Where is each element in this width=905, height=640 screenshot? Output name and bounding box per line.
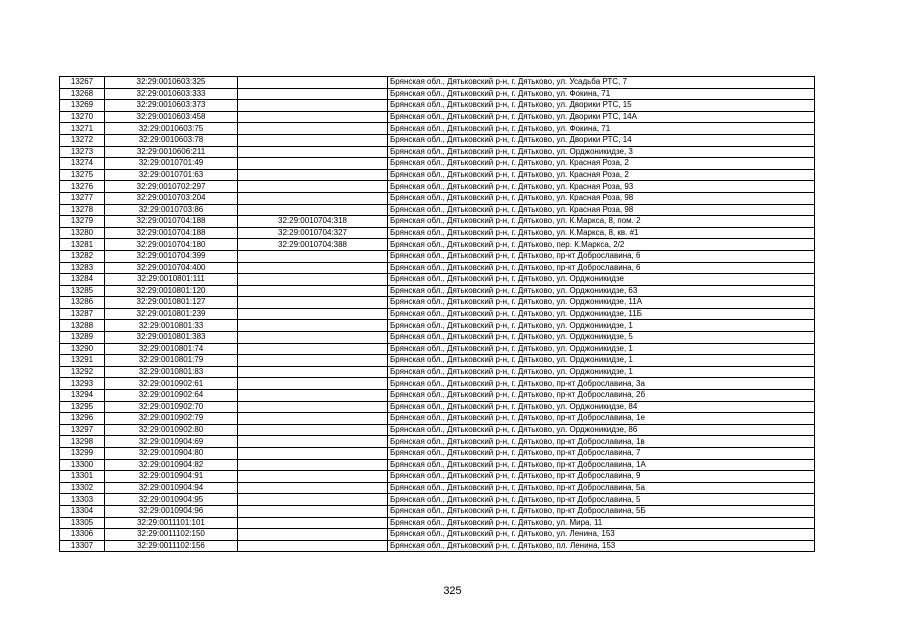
cadastral-number-cell: 32:29:0010801:239 xyxy=(105,308,238,320)
row-number-cell: 13293 xyxy=(60,378,105,390)
cadastral-number-cell: 32:29:0010904:80 xyxy=(105,448,238,460)
cadastral-number-cell: 32:29:0010704:188 xyxy=(105,227,238,239)
row-number-cell: 13287 xyxy=(60,308,105,320)
table-row xyxy=(60,123,815,135)
linked-cadastral-number-cell xyxy=(238,158,388,170)
row-number-cell: 13273 xyxy=(60,146,105,158)
row-number-cell: 13279 xyxy=(60,216,105,228)
table-row xyxy=(60,355,815,367)
row-number-cell: 13274 xyxy=(60,158,105,170)
linked-cadastral-number-cell: 32:29:0010704:388 xyxy=(238,239,388,251)
row-number-cell: 13277 xyxy=(60,192,105,204)
cadastral-number-cell: 32:29:0010603:333 xyxy=(105,88,238,100)
table-row xyxy=(60,134,815,146)
row-number-cell: 13304 xyxy=(60,505,105,517)
linked-cadastral-number-cell xyxy=(238,100,388,112)
address-cell: Брянская обл., Дятьковский р-н, г. Дятьково, пр-кт Доброславина, 9 xyxy=(388,471,815,483)
table-row xyxy=(60,529,815,541)
address-cell: Брянская обл., Дятьковский р-н, г. Дятьково, ул. Орджоникидзе, 84 xyxy=(388,401,815,413)
cadastral-number-cell: 32:29:0010801:383 xyxy=(105,332,238,344)
linked-cadastral-number-cell xyxy=(238,297,388,309)
table-row xyxy=(60,459,815,471)
address-cell: Брянская обл., Дятьковский р-н, г. Дятьково, ул. Красная Роза, 98 xyxy=(388,192,815,204)
linked-cadastral-number-cell xyxy=(238,77,388,89)
address-cell: Брянская обл., Дятьковский р-н, г. Дятьково, ул. Орджоникидзе, 1 xyxy=(388,343,815,355)
row-number-cell: 13278 xyxy=(60,204,105,216)
table-row xyxy=(60,158,815,170)
address-cell: Брянская обл., Дятьковский р-н, г. Дятьково, пр-кт Доброславина, 1в xyxy=(388,436,815,448)
cadastral-number-cell: 32:29:0010606:211 xyxy=(105,146,238,158)
linked-cadastral-number-cell xyxy=(238,378,388,390)
linked-cadastral-number-cell: 32:29:0010704:318 xyxy=(238,216,388,228)
address-cell: Брянская обл., Дятьковский р-н, г. Дятьково, пр-кт Доброславина, 6 xyxy=(388,262,815,274)
table-row xyxy=(60,111,815,123)
cadastral-number-cell: 32:29:0010904:96 xyxy=(105,505,238,517)
address-cell: Брянская обл., Дятьковский р-н, г. Дятьково, ул. Орджоникидзе, 86 xyxy=(388,424,815,436)
row-number-cell: 13280 xyxy=(60,227,105,239)
address-cell: Брянская обл., Дятьковский р-н, г. Дятьково, ул. Дворики РТС, 14 xyxy=(388,134,815,146)
cadastral-number-cell: 32:29:0010703:86 xyxy=(105,204,238,216)
address-cell: Брянская обл., Дятьковский р-н, г. Дятьково, ул. Мира, 11 xyxy=(388,517,815,529)
cadastral-number-cell: 32:29:0010801:74 xyxy=(105,343,238,355)
table-row xyxy=(60,332,815,344)
table-row xyxy=(60,424,815,436)
linked-cadastral-number-cell xyxy=(238,343,388,355)
linked-cadastral-number-cell xyxy=(238,88,388,100)
linked-cadastral-number-cell xyxy=(238,482,388,494)
cadastral-number-cell: 32:29:0010801:83 xyxy=(105,366,238,378)
table-row xyxy=(60,482,815,494)
cadastral-number-cell: 32:29:0010704:188 xyxy=(105,216,238,228)
linked-cadastral-number-cell xyxy=(238,320,388,332)
cadastral-number-cell: 32:29:0010704:400 xyxy=(105,262,238,274)
cadastral-number-cell: 32:29:0010904:69 xyxy=(105,436,238,448)
linked-cadastral-number-cell xyxy=(238,505,388,517)
linked-cadastral-number-cell xyxy=(238,332,388,344)
linked-cadastral-number-cell xyxy=(238,401,388,413)
row-number-cell: 13296 xyxy=(60,413,105,425)
linked-cadastral-number-cell xyxy=(238,250,388,262)
row-number-cell: 13291 xyxy=(60,355,105,367)
row-number-cell: 13299 xyxy=(60,448,105,460)
table-row xyxy=(60,320,815,332)
cadastral-number-cell: 32:29:0011101:101 xyxy=(105,517,238,529)
cadastral-number-cell: 32:29:0010904:94 xyxy=(105,482,238,494)
table-row xyxy=(60,274,815,286)
address-cell: Брянская обл., Дятьковский р-н, г. Дятьково, пер. К.Маркса, 2/2 xyxy=(388,239,815,251)
address-cell: Брянская обл., Дятьковский р-н, г. Дятьково, пр-кт Доброславина, 5 xyxy=(388,494,815,506)
row-number-cell: 13298 xyxy=(60,436,105,448)
row-number-cell: 13297 xyxy=(60,424,105,436)
cadastral-number-cell: 32:29:0010801:79 xyxy=(105,355,238,367)
cadastral-number-cell: 32:29:0010703:204 xyxy=(105,192,238,204)
linked-cadastral-number-cell xyxy=(238,390,388,402)
linked-cadastral-number-cell: 32:29:0010704:327 xyxy=(238,227,388,239)
address-cell: Брянская обл., Дятьковский р-н, г. Дятьково, ул. Орджоникидзе, 63 xyxy=(388,285,815,297)
cadastral-number-cell: 32:29:0010801:33 xyxy=(105,320,238,332)
address-cell: Брянская обл., Дятьковский р-н, г. Дятьково, ул. Красная Роза, 98 xyxy=(388,204,815,216)
cadastral-number-cell: 32:29:0010904:82 xyxy=(105,459,238,471)
row-number-cell: 13284 xyxy=(60,274,105,286)
cadastral-number-cell: 32:29:0010904:91 xyxy=(105,471,238,483)
address-cell: Брянская обл., Дятьковский р-н, г. Дятьково, ул. Дворики РТС, 15 xyxy=(388,100,815,112)
cadastral-number-cell: 32:29:0010603:458 xyxy=(105,111,238,123)
address-cell: Брянская обл., Дятьковский р-н, г. Дятьково, ул. Ленина, 153 xyxy=(388,529,815,541)
row-number-cell: 13295 xyxy=(60,401,105,413)
address-cell: Брянская обл., Дятьковский р-н, г. Дятьково, ул. Красная Роза, 2 xyxy=(388,169,815,181)
row-number-cell: 13268 xyxy=(60,88,105,100)
row-number-cell: 13303 xyxy=(60,494,105,506)
table-row xyxy=(60,517,815,529)
row-number-cell: 13283 xyxy=(60,262,105,274)
linked-cadastral-number-cell xyxy=(238,529,388,541)
address-cell: Брянская обл., Дятьковский р-н, г. Дятьково, пр-кт Доброславина, 6 xyxy=(388,250,815,262)
row-number-cell: 13285 xyxy=(60,285,105,297)
page-number: 325 xyxy=(443,585,462,597)
linked-cadastral-number-cell xyxy=(238,517,388,529)
row-number-cell: 13305 xyxy=(60,517,105,529)
row-number-cell: 13276 xyxy=(60,181,105,193)
address-cell: Брянская обл., Дятьковский р-н, г. Дятьково, ул. Фокина, 71 xyxy=(388,123,815,135)
table-row xyxy=(60,448,815,460)
linked-cadastral-number-cell xyxy=(238,413,388,425)
cadastral-number-cell: 32:29:0010603:373 xyxy=(105,100,238,112)
cadastral-number-cell: 32:29:0010603:78 xyxy=(105,134,238,146)
linked-cadastral-number-cell xyxy=(238,308,388,320)
row-number-cell: 13302 xyxy=(60,482,105,494)
table-row xyxy=(60,436,815,448)
table-row xyxy=(60,297,815,309)
table-body xyxy=(60,77,815,552)
table-row xyxy=(60,366,815,378)
address-cell: Брянская обл., Дятьковский р-н, г. Дятьково, ул. Орджоникидзе xyxy=(388,274,815,286)
row-number-cell: 13288 xyxy=(60,320,105,332)
row-number-cell: 13300 xyxy=(60,459,105,471)
row-number-cell: 13307 xyxy=(60,540,105,552)
cadastral-number-cell: 32:29:0010701:63 xyxy=(105,169,238,181)
table-row xyxy=(60,192,815,204)
row-number-cell: 13289 xyxy=(60,332,105,344)
cadastral-number-cell: 32:29:0010902:79 xyxy=(105,413,238,425)
address-cell: Брянская обл., Дятьковский р-н, г. Дятьково, ул. Орджоникидзе, 1 xyxy=(388,320,815,332)
address-cell: Брянская обл., Дятьковский р-н, г. Дятьково, ул. Красная Роза, 2 xyxy=(388,158,815,170)
cadastral-number-cell: 32:29:0010801:120 xyxy=(105,285,238,297)
table-row xyxy=(60,216,815,228)
row-number-cell: 13306 xyxy=(60,529,105,541)
cadastral-number-cell: 32:29:0010702:297 xyxy=(105,181,238,193)
row-number-cell: 13281 xyxy=(60,239,105,251)
table-row xyxy=(60,146,815,158)
address-cell: Брянская обл., Дятьковский р-н, г. Дятьково, пр-кт Доброславина, 7 xyxy=(388,448,815,460)
linked-cadastral-number-cell xyxy=(238,448,388,460)
linked-cadastral-number-cell xyxy=(238,355,388,367)
table-row xyxy=(60,285,815,297)
linked-cadastral-number-cell xyxy=(238,204,388,216)
row-number-cell: 13275 xyxy=(60,169,105,181)
cadastral-number-cell: 32:29:0010603:75 xyxy=(105,123,238,135)
address-cell: Брянская обл., Дятьковский р-н, г. Дятьково, пр-кт Доброславина, 5Б xyxy=(388,505,815,517)
address-cell: Брянская обл., Дятьковский р-н, г. Дятьково, ул. Усадьба РТС, 7 xyxy=(388,77,815,89)
cadastral-number-cell: 32:29:0010902:80 xyxy=(105,424,238,436)
table-row xyxy=(60,227,815,239)
table-row xyxy=(60,494,815,506)
row-number-cell: 13292 xyxy=(60,366,105,378)
linked-cadastral-number-cell xyxy=(238,494,388,506)
cadastral-number-cell: 32:29:0010902:70 xyxy=(105,401,238,413)
linked-cadastral-number-cell xyxy=(238,146,388,158)
address-cell: Брянская обл., Дятьковский р-н, г. Дятьково, ул. Дворики РТС, 14А xyxy=(388,111,815,123)
linked-cadastral-number-cell xyxy=(238,134,388,146)
table-row xyxy=(60,390,815,402)
linked-cadastral-number-cell xyxy=(238,471,388,483)
address-cell: Брянская обл., Дятьковский р-н, г. Дятьково, пр-кт Доброславина, 5а xyxy=(388,482,815,494)
cadastral-number-cell: 32:29:0010801:111 xyxy=(105,274,238,286)
address-cell: Брянская обл., Дятьковский р-н, г. Дятьково, пр-кт Доброславина, 2б xyxy=(388,390,815,402)
address-cell: Брянская обл., Дятьковский р-н, г. Дятьково, ул. Фокина, 71 xyxy=(388,88,815,100)
table-row xyxy=(60,77,815,89)
linked-cadastral-number-cell xyxy=(238,436,388,448)
table-row xyxy=(60,505,815,517)
cadastral-number-cell: 32:29:0010902:64 xyxy=(105,390,238,402)
table-row xyxy=(60,262,815,274)
table-row xyxy=(60,169,815,181)
address-cell: Брянская обл., Дятьковский р-н, г. Дятьково, ул. Орджоникидзе, 11А xyxy=(388,297,815,309)
row-number-cell: 13272 xyxy=(60,134,105,146)
cadastral-number-cell: 32:29:0010904:95 xyxy=(105,494,238,506)
cadastral-table xyxy=(59,76,815,552)
table-row xyxy=(60,308,815,320)
cadastral-number-cell: 32:29:0010704:180 xyxy=(105,239,238,251)
cadastral-number-cell: 32:29:0010902:61 xyxy=(105,378,238,390)
cadastral-number-cell: 32:29:0010701:49 xyxy=(105,158,238,170)
table-row xyxy=(60,100,815,112)
linked-cadastral-number-cell xyxy=(238,262,388,274)
row-number-cell: 13269 xyxy=(60,100,105,112)
table-row xyxy=(60,250,815,262)
row-number-cell: 13286 xyxy=(60,297,105,309)
linked-cadastral-number-cell xyxy=(238,169,388,181)
cadastral-number-cell: 32:29:0011102:156 xyxy=(105,540,238,552)
row-number-cell: 13267 xyxy=(60,77,105,89)
cadastral-number-cell: 32:29:0010801:127 xyxy=(105,297,238,309)
row-number-cell: 13294 xyxy=(60,390,105,402)
cadastral-number-cell: 32:29:0010704:399 xyxy=(105,250,238,262)
linked-cadastral-number-cell xyxy=(238,111,388,123)
table-row xyxy=(60,471,815,483)
linked-cadastral-number-cell xyxy=(238,181,388,193)
address-cell: Брянская обл., Дятьковский р-н, г. Дятьково, ул. Орджоникидзе, 3 xyxy=(388,146,815,158)
row-number-cell: 13290 xyxy=(60,343,105,355)
address-cell: Брянская обл., Дятьковский р-н, г. Дятьково, ул. Орджоникидзе, 1 xyxy=(388,355,815,367)
address-cell: Брянская обл., Дятьковский р-н, г. Дятьково, ул. Орджоникидзе, 11Б xyxy=(388,308,815,320)
linked-cadastral-number-cell xyxy=(238,424,388,436)
linked-cadastral-number-cell xyxy=(238,274,388,286)
table-row xyxy=(60,378,815,390)
table-row xyxy=(60,401,815,413)
cadastral-number-cell: 32:29:0010603:325 xyxy=(105,77,238,89)
cadastral-number-cell: 32:29:0011102:150 xyxy=(105,529,238,541)
table-row xyxy=(60,204,815,216)
linked-cadastral-number-cell xyxy=(238,192,388,204)
address-cell: Брянская обл., Дятьковский р-н, г. Дятьково, пр-кт Доброславина, 3а xyxy=(388,378,815,390)
linked-cadastral-number-cell xyxy=(238,540,388,552)
linked-cadastral-number-cell xyxy=(238,459,388,471)
address-cell: Брянская обл., Дятьковский р-н, г. Дятьково, пр-кт Доброславина, 1е xyxy=(388,413,815,425)
row-number-cell: 13271 xyxy=(60,123,105,135)
table-row xyxy=(60,239,815,251)
linked-cadastral-number-cell xyxy=(238,285,388,297)
address-cell: Брянская обл., Дятьковский р-н, г. Дятьково, пр-кт Доброславина, 1А xyxy=(388,459,815,471)
address-cell: Брянская обл., Дятьковский р-н, г. Дятьково, ул. К.Маркса, 8, пом. 2 xyxy=(388,216,815,228)
table-row xyxy=(60,343,815,355)
linked-cadastral-number-cell xyxy=(238,123,388,135)
row-number-cell: 13301 xyxy=(60,471,105,483)
row-number-cell: 13270 xyxy=(60,111,105,123)
linked-cadastral-number-cell xyxy=(238,366,388,378)
table-row xyxy=(60,181,815,193)
address-cell: Брянская обл., Дятьковский р-н, г. Дятьково, ул. Орджоникидзе, 5 xyxy=(388,332,815,344)
table-row xyxy=(60,413,815,425)
table-row xyxy=(60,88,815,100)
address-cell: Брянская обл., Дятьковский р-н, г. Дятьково, пл. Ленина, 153 xyxy=(388,540,815,552)
table-row xyxy=(60,540,815,552)
row-number-cell: 13282 xyxy=(60,250,105,262)
address-cell: Брянская обл., Дятьковский р-н, г. Дятьково, ул. Красная Роза, 93 xyxy=(388,181,815,193)
address-cell: Брянская обл., Дятьковский р-н, г. Дятьково, ул. Орджоникидзе, 1 xyxy=(388,366,815,378)
address-cell: Брянская обл., Дятьковский р-н, г. Дятьково, ул. К.Маркса, 8, кв. #1 xyxy=(388,227,815,239)
